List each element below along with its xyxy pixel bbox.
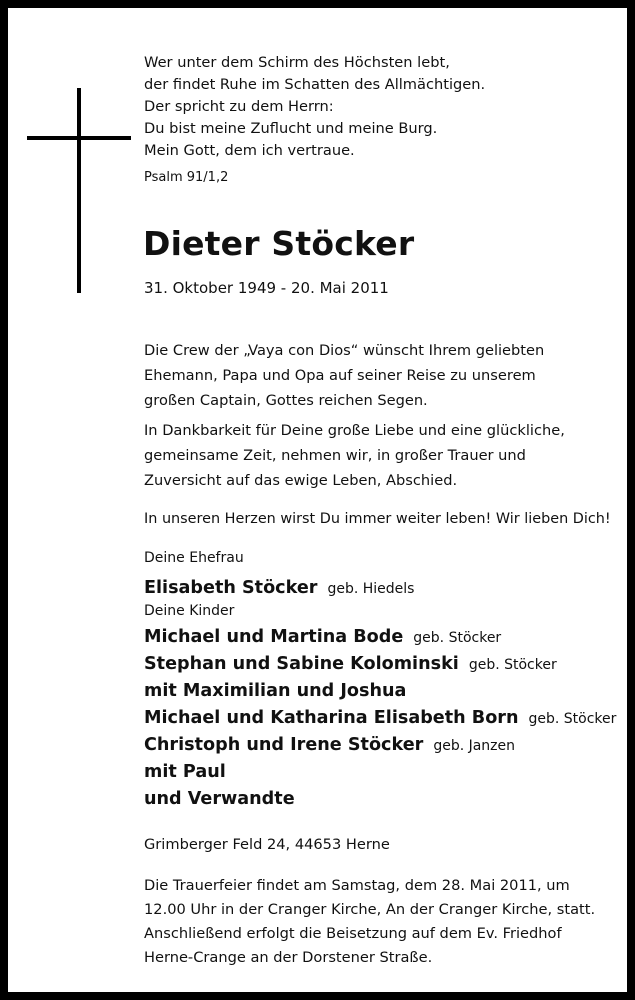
birth-name: geb. Stöcker <box>528 711 617 727</box>
psalm-line: Mein Gott, dem ich vertraue. <box>144 142 355 159</box>
family-member-name: Michael und Martina Bode <box>144 627 404 647</box>
deceased-name: Dieter Stöcker <box>143 224 415 263</box>
birth-name: geb. Stöcker <box>413 630 502 646</box>
family-row <box>144 758 616 785</box>
family-member-name: mit Paul <box>144 762 226 782</box>
funeral-info <box>144 874 595 970</box>
message-line: gemeinsame Zeit, nehmen wir, in großer Trauer und <box>144 447 526 464</box>
birth-name: geb. Hiedels <box>327 581 415 597</box>
life-dates: 31. Oktober 1949 - 20. Mai 2011 <box>144 279 389 297</box>
family-member-name: Christoph und Irene Stöcker <box>144 735 424 755</box>
family-member-name: Michael und Katharina Elisabeth Born <box>144 708 519 728</box>
wife-label: Deine Ehefrau <box>144 550 244 566</box>
family-address: Grimberger Feld 24, 44653 Herne <box>144 836 390 853</box>
family-row <box>144 704 616 731</box>
psalm-line: Der spricht zu dem Herrn: <box>144 98 334 115</box>
family-row <box>144 677 616 704</box>
crew-message <box>144 338 544 413</box>
family-row <box>144 574 616 601</box>
message-line: In Dankbarkeit für Deine große Liebe und eine glückliche, <box>144 422 565 439</box>
funeral-line: 12.00 Uhr in der Cranger Kirche, An der Cranger Kirche, statt. <box>144 901 596 918</box>
funeral-line: Anschließend erfolgt die Beisetzung auf dem Ev. Friedhof <box>144 925 562 942</box>
family-row <box>144 623 616 650</box>
birth-name: geb. Janzen <box>433 738 516 754</box>
psalm-line: Du bist meine Zuflucht und meine Burg. <box>144 120 438 137</box>
funeral-line: Die Trauerfeier findet am Samstag, dem 28. Mai 2011, um <box>144 877 570 894</box>
message-line: großen Captain, Gottes reichen Segen. <box>144 392 428 409</box>
family-member-name: und Verwandte <box>144 789 295 809</box>
message-line: Zuversicht auf das ewige Leben, Abschied. <box>144 472 458 489</box>
psalm-verse <box>144 52 485 162</box>
family-member-name: mit Maximilian und Joshua <box>144 681 407 701</box>
hearts-message: In unseren Herzen wirst Du immer weiter leben! Wir lieben Dich! <box>144 511 611 527</box>
family-row <box>144 731 616 758</box>
psalm-line: Wer unter dem Schirm des Höchsten lebt, <box>144 54 450 71</box>
family-row <box>144 785 616 812</box>
funeral-line: Herne-Crange an der Dorstener Straße. <box>144 949 433 966</box>
cross-icon-bar <box>27 136 131 140</box>
family-list <box>144 548 616 812</box>
psalm-line: der findet Ruhe im Schatten des Allmächtigen. <box>144 76 486 93</box>
message-line: Ehemann, Papa und Opa auf seiner Reise zu unserem <box>144 367 536 384</box>
birth-name: geb. Stöcker <box>468 657 557 673</box>
children-label: Deine Kinder <box>144 603 235 619</box>
wife-name: Elisabeth Stöcker <box>144 578 318 598</box>
family-member-name: Stephan und Sabine Kolominski <box>144 654 459 674</box>
gratitude-message <box>144 418 565 493</box>
psalm-reference: Psalm 91/1,2 <box>144 170 229 185</box>
cross-icon <box>77 88 81 293</box>
family-row <box>144 650 616 677</box>
message-line: Die Crew der „Vaya con Dios“ wünscht Ihrem geliebten <box>144 342 545 359</box>
